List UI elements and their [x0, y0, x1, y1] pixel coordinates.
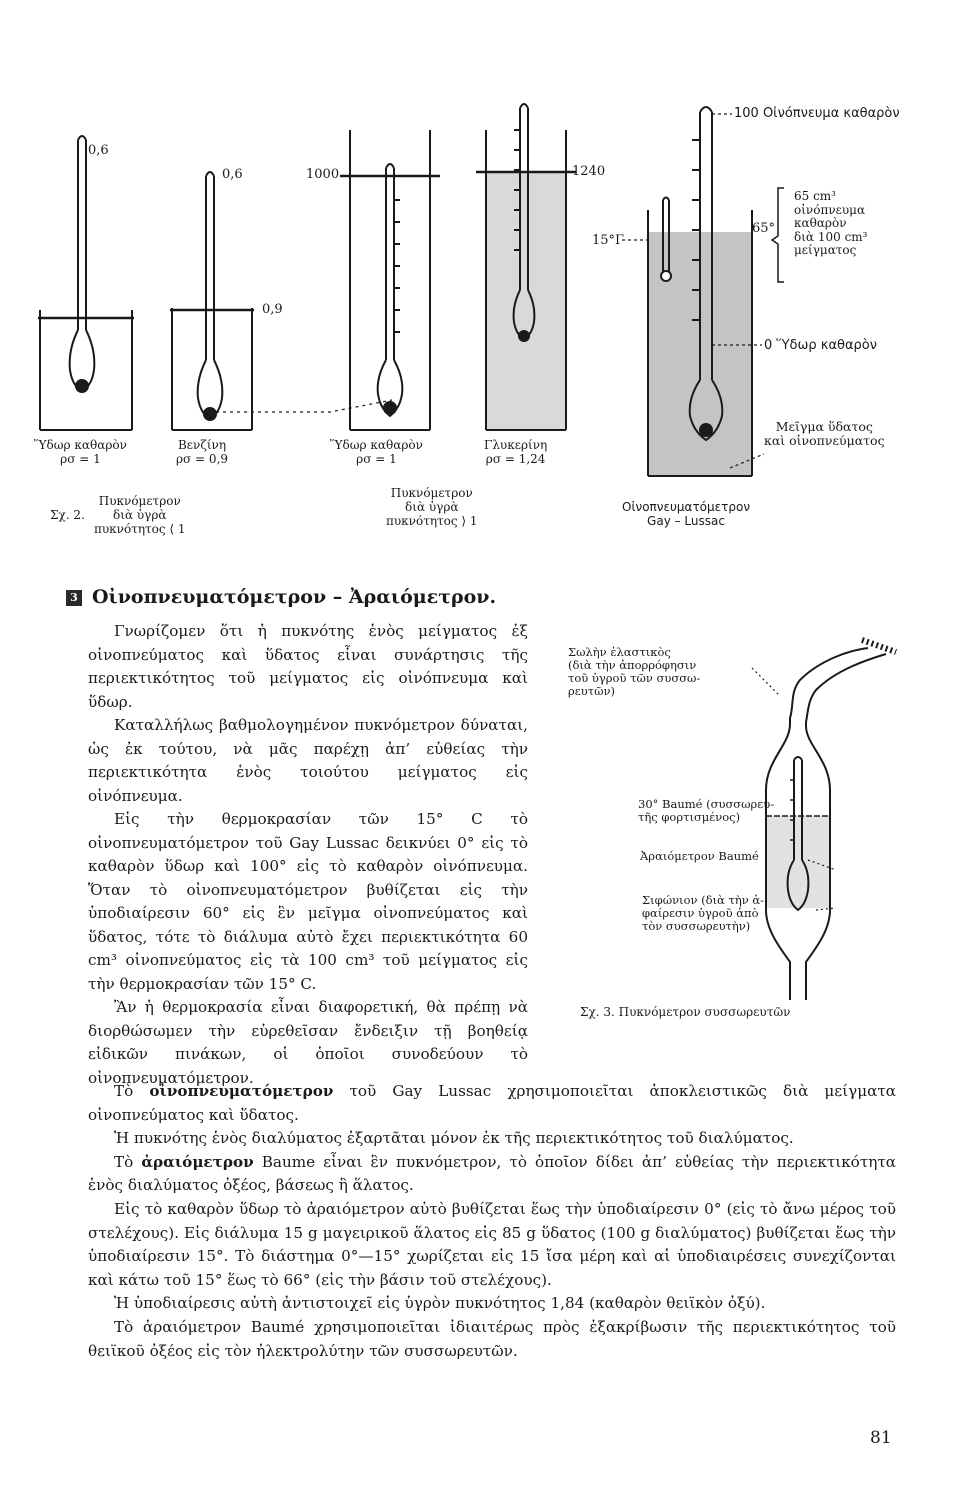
reading-06-a: 0,6: [88, 143, 109, 158]
reading-06-b: 0,6: [222, 167, 243, 182]
paragraph-araeometer: Τὸ ἀραιόμετρον Baume εἶναι ἓν πυκνόμετρον, τὸ ὁποῖον δίδει ἀπ’ εὐθείας τὴν περιεκτικότητα ἑνὸς διαλύματος ὀξέος, βάσεως ἢ ἅλατος.: [88, 1152, 896, 1195]
section-title: Οἰνοπνευματόμετρον – Ἀραιόμετρον.: [92, 586, 497, 608]
caption-gay-lussac: Οἰνοπνευματόμετρον Gay – Lussac: [622, 500, 751, 528]
label-siphon: Σιφώνιον (διὰ τὴν ἀ- φαίρεσιν ὑγροῦ ἀπὸ τὸν συσσωρευτὴν): [642, 893, 765, 933]
vessel-water-2: [340, 130, 440, 430]
paragraph: Γνωρίζομεν ὅτι ἡ πυκνότης ἑνὸς μείγματος ἐξ οἰνοπνεύματος καὶ ὕδατος εἶναι συνάρτησις τῆς περιεκτικότητος τοῦ μείγματος εἰς οἰνόπνευμα καὶ ὕδωρ.: [88, 622, 528, 711]
figure-2-drawing: [0, 80, 968, 560]
paragraph: Ἂν ἡ θερμοκρασία εἶναι διαφορετική, θὰ πρέπῃ νὰ διορθώσωμεν τὴν εὑρεθεῖσαν ἔνδειξιν τῇ βοηθείᾳ εἰδικῶν πινάκων, οἱ ὁποῖοι συνοδεύουν τὸ οἰνοπνευματόμετρον.: [88, 998, 528, 1087]
brace-note: 65 cm³ οἰνόπνευμα καθαρὸν διὰ 100 cm³ μείγματος: [794, 189, 868, 257]
paragraph-usage: Τὸ ἀραιόμετρον Baumé χρησιμοποιεῖται ἰδιαιτέρως πρὸς ἐξακρίβωσιν τῆς περιεκτικότητος τοῦ θειϊκοῦ ὀξέος εἰς τὸν ἠλεκτρολύτην τῶν συσσωρευτῶν.: [88, 1317, 896, 1360]
label-pure-alcohol: 100 Οἰνόπνευμα καθαρὸν: [734, 106, 900, 121]
label-glycerin: Γλυκερίνη ρσ = 1,24: [484, 438, 548, 466]
temperature-15: 15°Γ: [592, 233, 625, 248]
caption-hydrometer-high: Πυκνόμετρον διὰ ὑγρὰ πυκνότητος ⟩ 1: [386, 486, 478, 528]
label-baume-hydrometer: Ἀραιόμετρον Baumé: [640, 849, 759, 863]
paragraph-density: Ἡ πυκνότης ἑνὸς διαλύματος ἐξαρτᾶται μόνον ἐκ τῆς περιεκτικότητος τοῦ διαλύματος.: [114, 1129, 794, 1148]
paragraph-calibration: Εἰς τὸ καθαρὸν ὕδωρ τὸ ἀραιόμετρον αὐτὸ βυθίζεται ἕως τὴν ὑποδιαίρεσιν 0° (εἰς τὸ ἄνω μέρος τοῦ στελέχους). Εἰς διάλυμα 15 g μαγειρικοῦ ἅλατος εἰς 85 g ὕδατος (100 g διαλύματος) βυθίζεται ἕως τὴν ὑποδιαίρεσιν 15°. Τὸ διάστημα 0°—15° χωρίζεται εἰς 15 ἴσα μέρη καὶ αἱ ὑποδιαιρέσεις συνεχίζονται καὶ κάτω τοῦ 15° ἕως τὸ 66° (εἰς τὴν βάσιν τοῦ στελέχους).: [88, 1199, 896, 1289]
temperature-65: 65°: [752, 221, 776, 236]
paragraph: Καταλλήλως βαθμολογημένον πυκνόμετρον δύναται, ὡς ἐκ τούτου, νὰ μᾶς παρέχῃ ἀπ’ εὐθείας τὴν περιεκτικότητα ἑνὸς τοιούτου μείγματος εἰς οἰνόπνευμα.: [88, 716, 528, 805]
reading-09: 0,9: [262, 302, 283, 317]
page-number: 81: [870, 1428, 892, 1448]
label-pure-water-0: 0 Ὕδωρ καθαρὸν: [764, 338, 878, 353]
paragraph: Εἰς τὴν θερμοκρασίαν τῶν 15° C τὸ οἰνοπνευματόμετρον τοῦ Gay Lussac δεικνύει 0° εἰς τὸ καθαρὸν ὕδωρ καὶ 100° εἰς τὸ καθαρὸν οἰνόπνευμα. Ὅταν τὸ οἰνοπνευματόμετρον βυθίζεται εἰς τὴν ὑποδιαίρεσιν 60° εἰς ἓν μεῖγμα οἰνοπνεύματος καὶ ὕδατος, τότε τὸ διάλυμα αὐτὸ ἔχει περιεκτικότητα 60 cm³ οἰνοπνεύματος εἰς τὰ 100 cm³ τοῦ μείγματος εἰς τὴν θερμοκρασίαν τῶν 15° C.: [88, 810, 528, 993]
section-heading: [66, 586, 496, 608]
rubber-tube: [790, 648, 868, 724]
label-baume-30: 30° Baumé (συσσωρευ- τῆς φορτισμένος): [638, 797, 775, 824]
hydrometer-1: [70, 136, 95, 392]
paragraph-alcoholometer: Τὸ οἰνοπνευματόμετρον τοῦ Gay Lussac χρησιμοποιεῖται ἀποκλειστικῶς διὰ μείγματα οἰνοπνεύματος καὶ ὕδατος.: [88, 1082, 896, 1124]
figure-2-number: Σχ. 2.: [50, 508, 85, 522]
section-number: 3: [66, 590, 82, 606]
caption-hydrometer-low: Πυκνόμετρον διὰ ὑγρὰ πυκνότητος ⟨ 1: [94, 494, 186, 536]
hydrometer-2: [198, 172, 223, 420]
label-mixture: Μεῖγμα ὕδατος καὶ οἰνοπνεύματος: [764, 419, 885, 448]
hydrometer-3: [378, 164, 403, 416]
paragraph-division: Ἡ ὑποδιαίρεσις αὐτὴ ἀντιστοιχεῖ εἰς ὑγρὸν πυκνότητος 1,84 (καθαρὸν θειϊκὸν ὀξύ).: [114, 1294, 766, 1313]
full-width-text: [88, 1080, 896, 1363]
column-text: [88, 620, 528, 1090]
label-benzine: Βενζίνη ρσ = 0,9: [176, 438, 229, 466]
vessel-glycerin: [476, 130, 576, 430]
figure-3-caption: Σχ. 3. Πυκνόμετρον συσσωρευτῶν: [580, 1005, 791, 1019]
reading-1000: 1000: [306, 167, 340, 182]
label-rubber-tube: Σωλὴν ἐλαστικὸς (διὰ τὴν ἀπορρόφησιν τοῦ ὑγροῦ τῶν συσσω- ρευτῶν): [568, 645, 701, 698]
label-water-2: Ὕδωρ καθαρὸν ρσ = 1: [330, 438, 423, 466]
label-water-1: Ὕδωρ καθαρὸν ρσ = 1: [34, 438, 127, 466]
reading-1240: 1240: [572, 164, 606, 179]
